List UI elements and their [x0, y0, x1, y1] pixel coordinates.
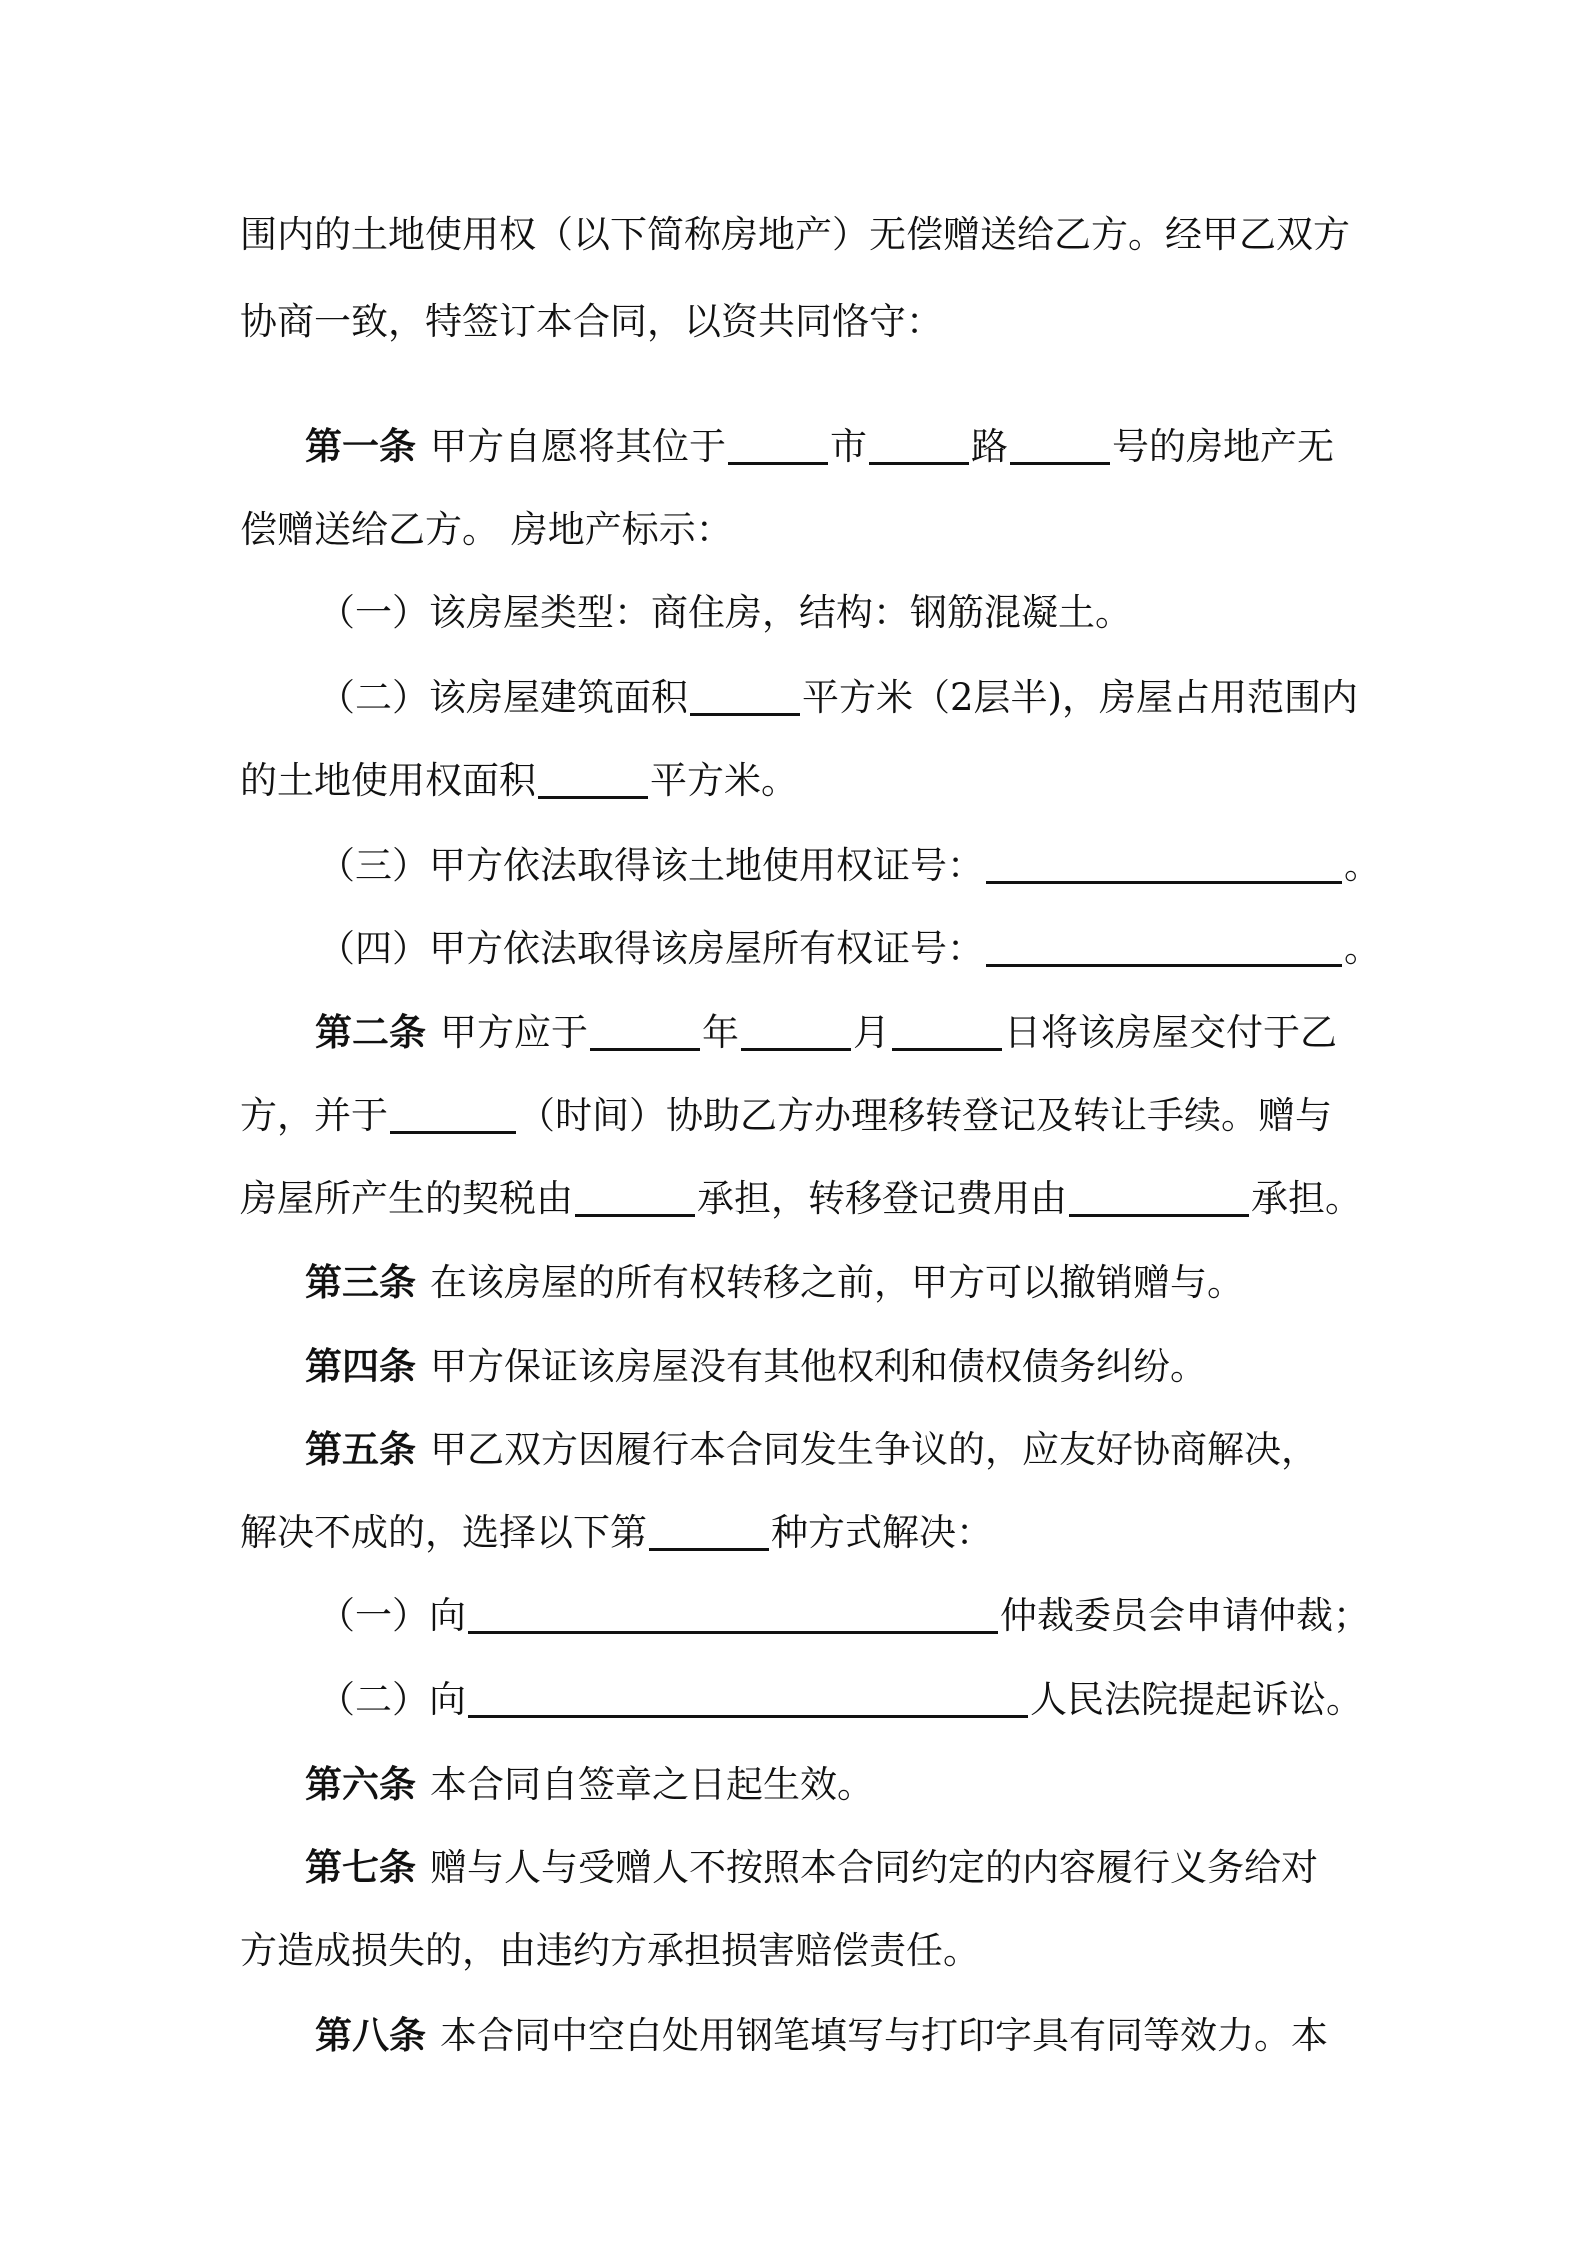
paragraph-line	[240, 753, 1350, 809]
fill-blank[interactable]	[538, 762, 648, 799]
article-label: 第八条	[315, 2013, 426, 2057]
paragraph-line	[240, 502, 1350, 558]
text: 本合同中空白处用钢笔填写与打印字具有同等效力。本	[440, 2014, 1328, 2057]
paragraph-line	[240, 1923, 1350, 1979]
text: 房屋所产生的契税由	[240, 1177, 573, 1220]
fill-blank[interactable]	[575, 1180, 695, 1217]
fill-blank[interactable]	[741, 1014, 851, 1051]
text: 本合同自签章之日起生效。	[430, 1763, 874, 1806]
fill-blank[interactable]	[986, 847, 1342, 884]
fill-blank[interactable]	[869, 428, 969, 465]
text: 在该房屋的所有权转移之前，甲方可以撤销赠与。	[430, 1261, 1244, 1304]
article-label: 第五条	[305, 1427, 416, 1471]
text: 平方米。	[650, 759, 798, 802]
paragraph-line	[240, 294, 1350, 350]
text: 甲方保证该房屋没有其他权利和债权债务纠纷。	[430, 1345, 1207, 1388]
text: 承担。	[1251, 1177, 1362, 1220]
text: 。	[1344, 844, 1381, 887]
article-7	[305, 1839, 1415, 1895]
text: 仲裁委员会申请仲裁；	[1000, 1594, 1370, 1637]
text: 。	[1344, 927, 1381, 970]
text: 方造成损失的，由违约方承担损害赔偿责任。	[240, 1929, 980, 1972]
article-8	[315, 2007, 1425, 2063]
text: （四）甲方依法取得该房屋所有权证号：	[318, 927, 984, 970]
article-label: 第六条	[305, 1762, 416, 1806]
option-2	[318, 1672, 1428, 1728]
text: 市	[830, 425, 867, 468]
fill-blank[interactable]	[892, 1014, 1002, 1051]
article-6	[305, 1756, 1415, 1812]
item-1	[318, 585, 1428, 641]
text: 赠与人与受赠人不按照本合同约定的内容履行义务给对	[430, 1846, 1318, 1889]
text: （三）甲方依法取得该土地使用权证号：	[318, 844, 984, 887]
text: 路	[971, 425, 1008, 468]
article-label: 第四条	[305, 1344, 416, 1388]
item-3	[318, 838, 1428, 894]
text: （二）该房屋建筑面积	[318, 676, 688, 719]
text: 承担，转移登记费用由	[697, 1177, 1067, 1220]
fill-blank[interactable]	[1010, 428, 1110, 465]
fill-blank[interactable]	[390, 1097, 516, 1134]
article-label: 第七条	[305, 1845, 416, 1889]
text: 方，并于	[240, 1094, 388, 1137]
text: 月	[853, 1011, 890, 1054]
text: （一）向	[318, 1594, 466, 1637]
article-2	[315, 1004, 1425, 1060]
text: 解决不成的，选择以下第	[240, 1511, 647, 1554]
article-label: 第二条	[315, 1010, 426, 1054]
fill-blank[interactable]	[1069, 1180, 1249, 1217]
item-2	[318, 670, 1428, 726]
text: 日将该房屋交付于乙	[1004, 1011, 1337, 1054]
text: 人民法院提起诉讼。	[1030, 1678, 1363, 1721]
text: 年	[702, 1011, 739, 1054]
article-5	[305, 1421, 1415, 1477]
fill-blank[interactable]	[649, 1514, 769, 1551]
text: 甲方自愿将其位于	[430, 425, 726, 468]
fill-blank[interactable]	[468, 1597, 998, 1634]
fill-blank[interactable]	[468, 1681, 1028, 1718]
article-1	[305, 418, 1415, 474]
fill-blank[interactable]	[690, 679, 800, 716]
text: 围内的土地使用权（以下简称房地产）无偿赠送给乙方。经甲乙双方	[240, 213, 1350, 256]
fill-blank[interactable]	[986, 930, 1342, 967]
fill-blank[interactable]	[590, 1014, 700, 1051]
text: （时间）协助乙方办理移转登记及转让手续。赠与	[518, 1094, 1332, 1137]
fill-blank[interactable]	[728, 428, 828, 465]
article-label: 第三条	[305, 1260, 416, 1304]
paragraph-line	[240, 1505, 1350, 1561]
text: 平方米（2层半)，房屋占用范围内	[802, 676, 1358, 719]
article-label: 第一条	[305, 424, 416, 468]
text: 种方式解决：	[771, 1511, 993, 1554]
item-4	[318, 921, 1428, 977]
article-3	[305, 1254, 1415, 1310]
text: 偿赠送给乙方。 房地产标示：	[240, 508, 733, 551]
text: （一）该房屋类型：商住房，结构：钢筋混凝土。	[318, 591, 1132, 634]
paragraph-line	[240, 207, 1350, 263]
text: 协商一致，特签订本合同，以资共同恪守：	[240, 300, 943, 343]
option-1	[318, 1588, 1428, 1644]
text: （二）向	[318, 1678, 466, 1721]
paragraph-line	[240, 1088, 1350, 1144]
paragraph-line	[240, 1171, 1362, 1227]
text: 甲方应于	[440, 1011, 588, 1054]
article-4	[305, 1338, 1415, 1394]
text: 号的房地产无	[1112, 425, 1334, 468]
text: 的土地使用权面积	[240, 759, 536, 802]
text: 甲乙双方因履行本合同发生争议的，应友好协商解决，	[430, 1428, 1318, 1471]
